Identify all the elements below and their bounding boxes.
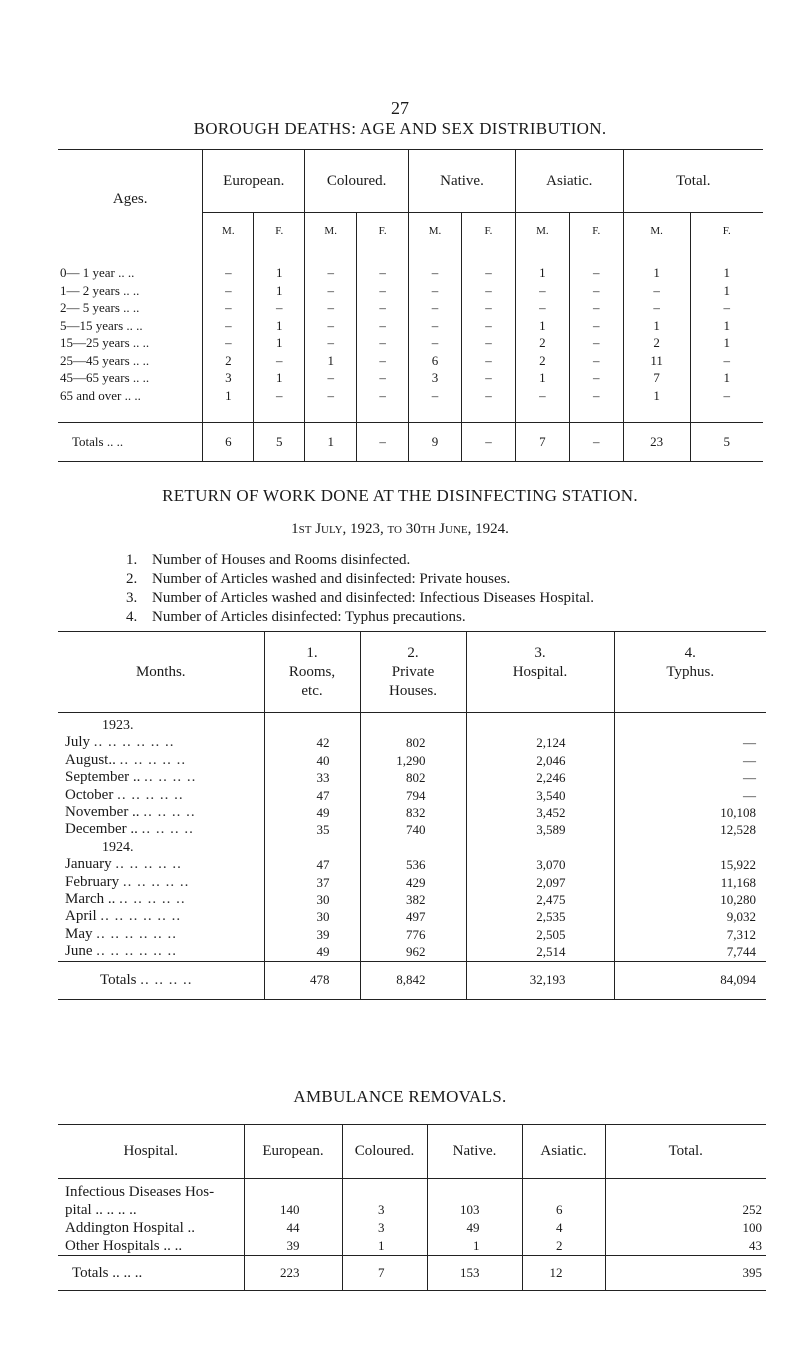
typhus-header: 4. Typhus. <box>614 632 766 713</box>
table-cell: 9,032 <box>614 908 766 925</box>
table-cell: 802 <box>360 769 466 786</box>
table-cell: 2,097 <box>466 874 614 891</box>
table-cell: – <box>569 369 623 387</box>
table-cell: – <box>569 299 623 317</box>
month-label: August.. .. .. .. .. .. <box>65 751 187 768</box>
disinfect-notes-list <box>126 551 594 627</box>
table-cell: – <box>623 299 690 317</box>
table-row <box>58 891 766 908</box>
table-cell: – <box>203 282 254 300</box>
table-cell: 1 <box>254 317 305 335</box>
table-cell: – <box>461 369 515 387</box>
totals-row <box>58 961 766 999</box>
table-cell: 35 <box>264 821 360 838</box>
totals-cell: 395 <box>605 1256 766 1291</box>
table-cell: 1 <box>690 248 763 282</box>
table-cell: 2 <box>203 352 254 370</box>
disinfect-title: RETURN OF WORK DONE AT THE DISINFECTING STATION. <box>162 486 638 505</box>
table-cell: – <box>461 317 515 335</box>
table-cell: 2,514 <box>466 943 614 961</box>
empty-cell <box>522 1179 605 1202</box>
table-row <box>58 282 763 300</box>
table-cell: – <box>305 369 357 387</box>
table-cell: – <box>409 317 462 335</box>
table-row <box>58 821 766 838</box>
empty-cell <box>360 839 466 856</box>
table-cell: – <box>569 387 623 423</box>
table-cell: 2,124 <box>466 734 614 751</box>
table-cell: 4 <box>522 1219 605 1237</box>
table-cell: – <box>203 248 254 282</box>
table-cell: – <box>357 352 409 370</box>
totals-cell: – <box>461 423 515 462</box>
table-cell: – <box>357 387 409 423</box>
table-cell: 1 <box>690 317 763 335</box>
totals-cell: 5 <box>254 423 305 462</box>
table-row <box>58 299 763 317</box>
table-cell: – <box>203 299 254 317</box>
table-cell: – <box>203 317 254 335</box>
table-cell: 962 <box>360 943 466 961</box>
table-cell: – <box>515 299 569 317</box>
empty-cell <box>342 1179 427 1202</box>
age-label: 45—65 years .. .. <box>60 370 150 385</box>
table-cell: 3,540 <box>466 787 614 804</box>
table-cell: 140 <box>244 1201 342 1219</box>
table-cell: — <box>614 752 766 769</box>
empty-cell <box>360 713 466 735</box>
sex-header: M. <box>623 213 690 249</box>
table-cell: 3,452 <box>466 804 614 821</box>
hospital-label: Other Hospitals .. .. <box>65 1238 183 1254</box>
total-col-header: Total. <box>605 1125 766 1179</box>
table-cell: – <box>461 248 515 282</box>
empty-cell <box>466 713 614 735</box>
ambulance-table <box>58 1124 766 1291</box>
table-cell: 7,744 <box>614 943 766 961</box>
table-cell: 1,290 <box>360 752 466 769</box>
list-item: 1. Number of Houses and Rooms disinfected. <box>126 552 411 568</box>
deaths-table <box>58 149 763 462</box>
table-cell: 44 <box>244 1219 342 1237</box>
table-cell: 1 <box>254 369 305 387</box>
totals-cell: 478 <box>264 961 360 999</box>
page-number: 27 <box>391 98 409 118</box>
empty-cell <box>605 1179 766 1202</box>
table-cell: – <box>569 248 623 282</box>
table-row <box>58 752 766 769</box>
table-row <box>58 1201 766 1219</box>
table-cell: 40 <box>264 752 360 769</box>
table-cell: 2,475 <box>466 891 614 908</box>
totals-cell: 23 <box>623 423 690 462</box>
table-cell: 2,046 <box>466 752 614 769</box>
table-cell: – <box>461 352 515 370</box>
table-cell: – <box>461 299 515 317</box>
table-cell: 776 <box>360 926 466 943</box>
table-cell: 1 <box>690 369 763 387</box>
disinfect-period: 1st July, 1923, to 30th June, 1924. <box>291 521 509 537</box>
table-row <box>58 734 766 751</box>
table-cell: 1 <box>515 248 569 282</box>
table-row <box>58 334 763 352</box>
table-cell: 37 <box>264 874 360 891</box>
table-cell: 30 <box>264 908 360 925</box>
table-row <box>58 1219 766 1237</box>
table-cell: 2 <box>623 334 690 352</box>
table-cell: 15,922 <box>614 856 766 873</box>
private-houses-header: 2. Private Houses. <box>360 632 466 713</box>
table-cell: 3 <box>342 1219 427 1237</box>
table-cell: – <box>357 248 409 282</box>
table-cell: – <box>515 282 569 300</box>
group-header-total: Total. <box>623 150 763 213</box>
table-cell: 1 <box>254 282 305 300</box>
group-header-asiatic: Asiatic. <box>515 150 623 213</box>
table-cell: 1 <box>623 387 690 423</box>
table-cell: 3,589 <box>466 821 614 838</box>
month-label: June .. .. .. .. .. .. <box>65 943 177 960</box>
table-cell: – <box>357 282 409 300</box>
age-label: 25—45 years .. .. <box>60 352 150 368</box>
table-cell: 43 <box>605 1237 766 1256</box>
totals-cell: 32,193 <box>466 961 614 999</box>
table-cell: 2,246 <box>466 769 614 786</box>
table-cell: 2 <box>522 1237 605 1256</box>
table-cell: – <box>357 369 409 387</box>
table-cell: – <box>409 299 462 317</box>
table-row <box>58 926 766 943</box>
table-cell: 47 <box>264 787 360 804</box>
table-row <box>58 804 766 821</box>
ages-header: Ages. <box>58 150 203 249</box>
table-cell: — <box>614 769 766 786</box>
table-cell: 382 <box>360 891 466 908</box>
table-cell: 1 <box>515 317 569 335</box>
table-cell: 429 <box>360 874 466 891</box>
coloured-col-header: Coloured. <box>342 1125 427 1179</box>
month-label: October .. .. .. .. .. <box>65 786 184 803</box>
table-cell: 252 <box>605 1201 766 1219</box>
sex-header: F. <box>569 213 623 249</box>
table-cell: – <box>690 299 763 317</box>
native-col-header: Native. <box>427 1125 522 1179</box>
table-cell: — <box>614 734 766 751</box>
table-cell: 3,070 <box>466 856 614 873</box>
sex-header: F. <box>690 213 763 249</box>
list-item: 2. Number of Articles washed and disinfected: Private houses. <box>126 571 511 587</box>
sex-header: M. <box>305 213 357 249</box>
table-cell: 794 <box>360 787 466 804</box>
table-cell: – <box>569 317 623 335</box>
table-cell: 1 <box>254 248 305 282</box>
table-cell: 10,108 <box>614 804 766 821</box>
table-cell: 497 <box>360 908 466 925</box>
table-cell: 740 <box>360 821 466 838</box>
table-cell: 12,528 <box>614 821 766 838</box>
sex-header: M. <box>203 213 254 249</box>
hospital-header: 3. Hospital. <box>466 632 614 713</box>
table-row <box>58 387 763 423</box>
table-row <box>58 369 763 387</box>
year-row <box>58 713 766 735</box>
year-label: 1923. <box>102 718 134 733</box>
table-cell: – <box>305 317 357 335</box>
table-cell: 49 <box>264 943 360 961</box>
table-cell: – <box>409 282 462 300</box>
table-row <box>58 856 766 873</box>
table-cell: 1 <box>690 282 763 300</box>
table-cell: 103 <box>427 1201 522 1219</box>
totals-cell: 223 <box>244 1256 342 1291</box>
totals-cell: 84,094 <box>614 961 766 999</box>
empty-cell <box>427 1179 522 1202</box>
table-cell: 2,535 <box>466 908 614 925</box>
table-cell: 802 <box>360 734 466 751</box>
table-cell: – <box>305 282 357 300</box>
table-cell: 1 <box>515 369 569 387</box>
table-cell: – <box>305 248 357 282</box>
table-cell: – <box>409 387 462 423</box>
table-row <box>58 1237 766 1256</box>
sex-header: F. <box>357 213 409 249</box>
rooms-header: 1. Rooms, etc. <box>264 632 360 713</box>
table-cell: – <box>357 317 409 335</box>
sex-header: F. <box>254 213 305 249</box>
table-cell: 1 <box>623 248 690 282</box>
table-cell: 2 <box>515 334 569 352</box>
totals-label: Totals .. .. .. .. <box>58 961 264 999</box>
table-cell: 3 <box>342 1201 427 1219</box>
table-cell: – <box>409 248 462 282</box>
list-item: 4. Number of Articles disinfected: Typhus precautions. <box>126 609 466 625</box>
european-col-header: European. <box>244 1125 342 1179</box>
table-cell: – <box>461 387 515 423</box>
disinfect-table <box>58 631 766 1000</box>
asiatic-col-header: Asiatic. <box>522 1125 605 1179</box>
empty-cell <box>264 839 360 856</box>
totals-cell: 7 <box>342 1256 427 1291</box>
table-cell: 7 <box>623 369 690 387</box>
table-cell: 11,168 <box>614 874 766 891</box>
table-cell: 33 <box>264 769 360 786</box>
month-label: March .. .. .. .. .. .. <box>65 891 186 908</box>
table-row <box>58 248 763 282</box>
table-row <box>58 769 766 786</box>
table-cell: 3 <box>409 369 462 387</box>
table-cell: – <box>569 282 623 300</box>
table-cell: 1 <box>623 317 690 335</box>
table-cell: – <box>305 387 357 423</box>
table-cell: 47 <box>264 856 360 873</box>
totals-cell: 1 <box>305 423 357 462</box>
list-item: 3. Number of Articles washed and disinfected: Infectious Diseases Hospital. <box>126 590 594 606</box>
table-cell: – <box>569 334 623 352</box>
age-label: 1— 2 years .. .. <box>60 282 140 298</box>
table-cell: 1 <box>690 334 763 352</box>
totals-label: Totals .. .. .. <box>58 1256 244 1291</box>
table-cell: – <box>305 299 357 317</box>
table-cell: – <box>203 334 254 352</box>
table-row <box>58 1179 766 1202</box>
sex-header: M. <box>515 213 569 249</box>
table-cell: 1 <box>342 1237 427 1256</box>
table-row <box>58 943 766 961</box>
table-cell: 49 <box>264 804 360 821</box>
totals-label: Totals .. .. <box>58 423 203 462</box>
age-label: 15—25 years .. .. <box>60 335 150 350</box>
age-label: 5—15 years .. .. <box>60 317 143 333</box>
table-cell: – <box>623 282 690 300</box>
empty-cell <box>264 713 360 735</box>
table-cell: 1 <box>305 352 357 370</box>
month-label: September .. .. .. .. .. <box>65 769 197 786</box>
table-row <box>58 317 763 335</box>
month-label: February .. .. .. .. .. <box>65 873 190 890</box>
hospital-label: pital .. .. .. .. <box>65 1202 137 1218</box>
empty-cell <box>614 713 766 735</box>
table-cell: 2,505 <box>466 926 614 943</box>
table-cell: 1 <box>427 1237 522 1256</box>
year-label: 1924. <box>102 839 134 855</box>
table-cell: – <box>357 299 409 317</box>
table-cell: – <box>305 334 357 352</box>
table-cell: 6 <box>409 352 462 370</box>
table-cell: 3 <box>203 369 254 387</box>
hospital-label: Infectious Diseases Hos- <box>65 1184 215 1200</box>
table-row <box>58 352 763 370</box>
ambulance-title: AMBULANCE REMOVALS. <box>293 1087 507 1106</box>
totals-cell: 5 <box>690 423 763 462</box>
deaths-title: BOROUGH DEATHS: AGE AND SEX DISTRIBUTION. <box>193 119 607 138</box>
table-cell: 11 <box>623 352 690 370</box>
hospital-label: Addington Hospital .. <box>65 1220 195 1236</box>
table-cell: 49 <box>427 1219 522 1237</box>
totals-row <box>58 423 763 462</box>
table-cell: 39 <box>244 1237 342 1256</box>
totals-cell: 7 <box>515 423 569 462</box>
table-cell: 1 <box>203 387 254 423</box>
table-cell: 7,312 <box>614 926 766 943</box>
month-label: July .. .. .. .. .. .. <box>65 734 175 751</box>
table-cell: 100 <box>605 1219 766 1237</box>
empty-cell <box>466 839 614 856</box>
year-row <box>58 839 766 856</box>
table-cell: – <box>515 387 569 423</box>
totals-cell: 8,842 <box>360 961 466 999</box>
sex-header: M. <box>409 213 462 249</box>
age-label: 65 and over .. .. <box>60 387 141 403</box>
age-label: 0— 1 year .. .. <box>60 265 135 280</box>
totals-cell: – <box>357 423 409 462</box>
table-cell: 30 <box>264 891 360 908</box>
table-cell: 1 <box>254 334 305 352</box>
table-cell: – <box>357 334 409 352</box>
empty-cell <box>244 1179 342 1202</box>
table-cell: 42 <box>264 734 360 751</box>
hospital-col-header: Hospital. <box>58 1125 244 1179</box>
table-cell: – <box>461 282 515 300</box>
table-cell: 536 <box>360 856 466 873</box>
totals-cell: 12 <box>522 1256 605 1291</box>
table-cell: – <box>569 352 623 370</box>
table-cell: 10,280 <box>614 891 766 908</box>
month-label: January .. .. .. .. .. <box>65 856 182 873</box>
table-cell: — <box>614 787 766 804</box>
month-label: April .. .. .. .. .. .. <box>65 908 182 925</box>
table-cell: – <box>461 334 515 352</box>
totals-cell: 9 <box>409 423 462 462</box>
month-label: December .. .. .. .. .. <box>65 821 194 838</box>
table-cell: 832 <box>360 804 466 821</box>
group-header-coloured: Coloured. <box>305 150 409 213</box>
sex-header: F. <box>461 213 515 249</box>
table-row <box>58 874 766 891</box>
table-cell: 39 <box>264 926 360 943</box>
months-header: Months. <box>58 632 264 713</box>
month-label: May .. .. .. .. .. .. <box>65 925 177 942</box>
table-cell: 2 <box>515 352 569 370</box>
totals-row <box>58 1256 766 1291</box>
month-label: November .. .. .. .. .. <box>65 804 196 821</box>
group-header-native: Native. <box>409 150 516 213</box>
group-header-european: European. <box>203 150 305 213</box>
table-cell: – <box>690 387 763 423</box>
table-cell: – <box>254 352 305 370</box>
table-row <box>58 908 766 925</box>
totals-cell: 153 <box>427 1256 522 1291</box>
table-cell: – <box>409 334 462 352</box>
table-cell: – <box>254 387 305 423</box>
table-cell: 6 <box>522 1201 605 1219</box>
table-row <box>58 787 766 804</box>
table-cell: – <box>254 299 305 317</box>
empty-cell <box>614 839 766 856</box>
totals-cell: – <box>569 423 623 462</box>
table-cell: – <box>690 352 763 370</box>
totals-cell: 6 <box>203 423 254 462</box>
age-label: 2— 5 years .. .. <box>60 300 140 315</box>
